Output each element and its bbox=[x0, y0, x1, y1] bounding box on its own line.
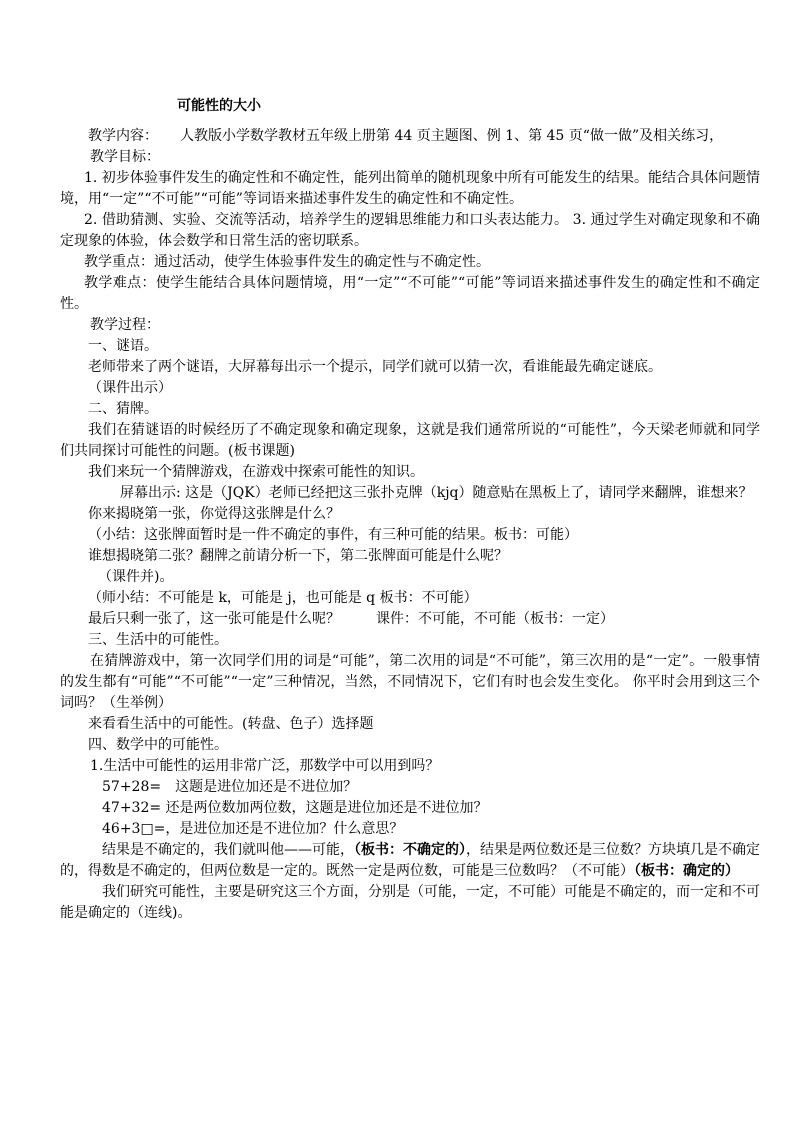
section-3-paragraph-2: 来看看生活中的可能性。(转盘、色子）选择题 bbox=[88, 716, 374, 732]
teaching-process-label: 教学过程： bbox=[90, 317, 160, 333]
section-4-result-text: 结果是不确定的，我们就叫他——可能， bbox=[102, 842, 354, 858]
document-page bbox=[60, 96, 760, 924]
section-3-paragraph-1: 在猜牌游戏中，第一次同学们用的词是“可能”，第二次用的词是“不可能”，第三次用的是“一定”。一般事情的发生都有“可能”“不可能”“一定”三种情况，当然，不同情况下，它们有时也会发生变化。 你平时会用到这三个词吗？（生举例） bbox=[60, 653, 760, 711]
section-1-line-2: （课件出示） bbox=[88, 380, 172, 396]
teaching-content-text: 人教版小学数学教材五年级上册第 44 页主题图、例 1、第 45 页“做一做”及相关练习， bbox=[180, 128, 724, 144]
board-note-uncertain: （板书：不确定的） bbox=[354, 842, 466, 858]
section-1-heading: 一、谜语。 bbox=[88, 338, 158, 354]
section-4-heading: 四、数学中的可能性。 bbox=[88, 737, 228, 753]
key-point: 教学重点：通过活动，使学生体验事件发生的确定性与不确定性。 bbox=[84, 254, 490, 270]
teaching-content bbox=[60, 126, 760, 147]
section-2-paragraph-1: 我们在猜谜语的时候经历了不确定现象和确定现象，这就是我们通常所说的“可能性”，今天梁老师就和同学们共同探讨可能性的问题。(板书课题) bbox=[60, 422, 760, 459]
section-2-paragraph-7: （课件并)。 bbox=[98, 569, 174, 585]
section-4-equation-1: 57+28= 这题是进位加还是不进位加？ bbox=[102, 779, 358, 795]
section-3-heading: 三、生活中的可能性。 bbox=[88, 632, 228, 648]
section-1-line-1: 老师带来了两个谜语，大屏幕每出示一个提示，同学们就可以猜一次，看谁能最先确定谜底。 bbox=[88, 359, 662, 375]
section-2-question: 最后只剩一张了，这一张可能是什么呢？ bbox=[88, 611, 340, 627]
difficult-point: 教学难点：使学生能结合具体问题情境，用“一定”“不可能”“可能”等词语来描述事件发生的确定性和不确定性。 bbox=[60, 275, 760, 312]
section-2-summary-2: （师小结：不可能是 k，可能是 j，也可能是 q 板书：不可能） bbox=[88, 590, 478, 606]
section-4-result-continued: ，结果是两位数还是三位数？方块填几是不确定的，得数是不确定的，但两位数是一定的。既然一定是两位数，可能是三位数吗？（不可能） bbox=[60, 842, 760, 879]
section-2-courseware: 课件：不可能，不可能（板书：一定） bbox=[376, 611, 614, 627]
section-2-paragraph-4: 你来揭晓第一张，你觉得这张牌是什么？ bbox=[88, 506, 340, 522]
section-4-paragraph-5 bbox=[60, 840, 760, 882]
document-title: 可能性的大小 bbox=[177, 98, 261, 114]
section-4-equation-2: 47+32= 还是两位数加两位数，这题是进位加还是不进位加？ bbox=[102, 800, 488, 816]
section-4-paragraph-1: 1.生活中可能性的运用非常广泛，那数学中可以用到吗？ bbox=[90, 758, 440, 774]
teaching-goals-label: 教学目标： bbox=[90, 149, 160, 165]
teaching-goal-1: 1. 初步体验事件发生的确定性和不确定性，能列出简单的随机现象中所有可能发生的结果。能结合具体问题情境，用“一定”“不可能”“可能”等词语来描述事件发生的确定性和不确定性。 bbox=[60, 170, 760, 207]
board-note-certain: （板书：确定的） bbox=[634, 863, 739, 879]
section-2-paragraph-9 bbox=[60, 609, 760, 630]
section-4-paragraph-6: 我们研究可能性，主要是研究这三个方面，分别是（可能，一定，不可能）可能是不确定的，而一定和不可能是确定的（连线)。 bbox=[60, 884, 760, 921]
section-4-equation-3: 46+3□=，是进位加还是不进位加？什么意思？ bbox=[102, 821, 404, 837]
section-2-heading: 二、猜牌。 bbox=[88, 401, 158, 417]
section-2-paragraph-2: 我们来玩一个猜牌游戏，在游戏中探索可能性的知识。 bbox=[88, 464, 424, 480]
teaching-content-label: 教学内容： bbox=[88, 128, 158, 144]
teaching-goal-2-3: 2. 借助猜测、实验、交流等活动，培养学生的逻辑思维能力和口头表达能力。 3. 通过学生对确定现象和不确定现象的体验，体会数学和日常生活的密切联系。 bbox=[60, 212, 760, 249]
section-2-summary-1: （小结：这张牌面暂时是一件不确定的事件，有三种可能的结果。板书：可能） bbox=[88, 527, 578, 543]
section-2-paragraph-3: 屏幕出示: 这是（JQK）老师已经把这三张扑克牌（kjq）随意贴在黑板上了，请同学来翻牌，谁想来？ bbox=[120, 485, 753, 501]
section-2-paragraph-6: 谁想揭晓第二张？翻牌之前请分析一下，第二张牌面可能是什么呢？ bbox=[88, 548, 508, 564]
